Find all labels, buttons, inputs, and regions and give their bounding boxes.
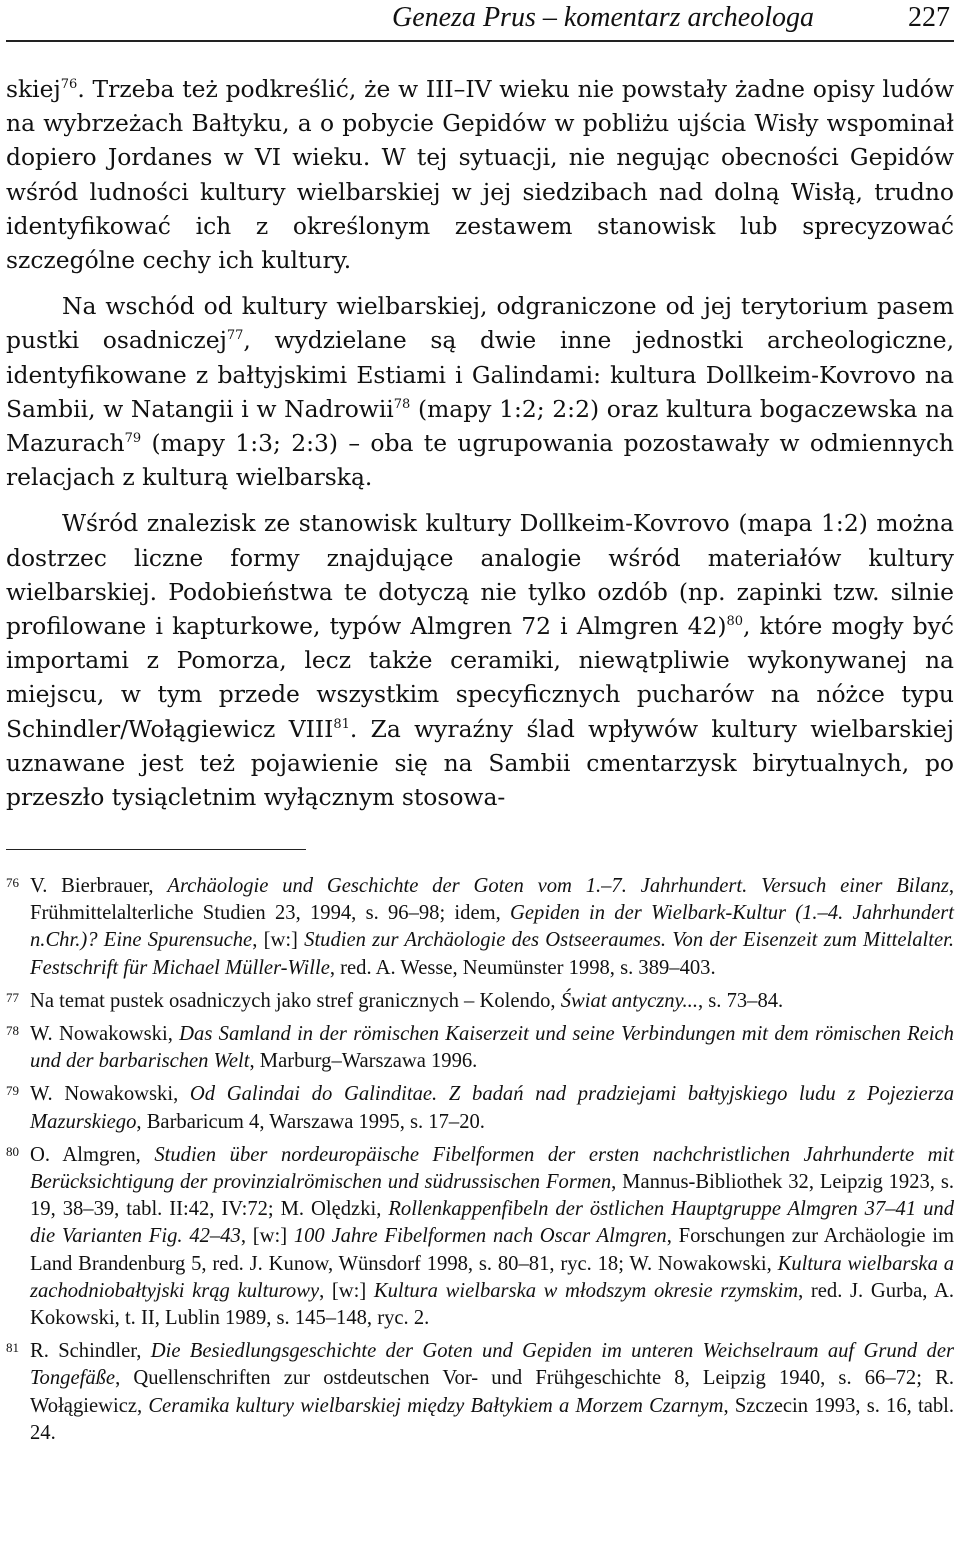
footnote-ref-81[interactable]: 81 — [333, 716, 350, 732]
paragraph-2: Na wschód od kultury wielbarskiej, odgraniczone od jej terytorium pasem pustki osadniczej$^{77}$, wydzielane są dwie inne jednostki archeologiczne, identyfikowane z bałtyjskimi Estiami i Galindami: kultura Dollkeim-Kovrovo na Sambii, w Natangii i w Nadrowii$^{78}$ (mapy 1:2; 2:2) oraz kultura bogaczewska na Mazurach$^{79}$ (mapy 1:3; 2:3) – oba te ugrupowania pozostawały w odmiennych relacjach z kulturą wielbarską. — [6, 292, 954, 492]
footnotes — [6, 873, 954, 1453]
book-page — [6, 0, 954, 1542]
footnote-ref-80[interactable]: 80 — [726, 614, 744, 630]
footnote-78: 78 W. Nowakowski, Das Samland in der römischen Kaiserzeit und seine Verbindungen mit dem römischen Reich und der barbarischen Welt, Marburg–Warszawa 1996. — [6, 1021, 954, 1075]
paragraph-1: skiej$^{76}$. Trzeba też podkreślić, że w III–IV wieku nie powstały żadne opisy ludów na wybrzeżach Bałtyku, a o pobycie Gepidów w pobliżu ujścia Wisły wspominał dopiero Jordanes w VI wieku. W tej sytuacji, nie negując obecności Gepidów wśród ludności kultury wielbarskiej w jej siedzibach nad dolną Wisłą, trudno identyfikować ich z określonym zestawem stanowisk lub sprecyzować szczególne cechy ich kultury. — [6, 75, 954, 275]
footnote-number: 80 — [6, 1143, 19, 1159]
footnote-ref-76[interactable]: 76 — [60, 77, 78, 93]
running-header — [6, 0, 954, 42]
footnote-ref-78[interactable]: 78 — [393, 397, 411, 413]
footnote-76: 76 V. Bierbrauer, Archäologie und Geschichte der Goten vom 1.–7. Jahrhundert. Versuch einer Bilanz, Frühmittelalterliche Studien 23, 1994, s. 96–98; idem, Gepiden in der Wielbark-Kultur (1.–4. Jahrhundert n.Chr.)? Eine Spurensuche, [w:] Studien zur Archäologie des Ostseeraumes. Von der Eisenzeit zum Mittelalter. Festschrift für Michael Müller-Wille, red. A. Wesse, Neumünster 1998, s. 389–403. — [6, 873, 954, 982]
footnote-77: 77 Na temat pustek osadniczych jako stref granicznych – Kolendo, Świat antyczny..., s. 73–84. — [6, 988, 954, 1015]
footnote-80: 80 O. Almgren, Studien über nordeuropäische Fibelformen der ersten nachchristlichen Jahrhunderte mit Berücksichtigung der provinzialrömischen und südrussischen Formen, Mannus-Bibliothek 32, Leipzig 1923, s. 19, 38–39, tabl. II:42, IV:72; M. Olędzki, Rollenkappenfibeln der östlichen Hauptgruppe Almgren 37–41 und die Varianten Fig. 42–43, [w:] 100 Jahre Fibelformen nach Oscar Almgren, Forschungen zur Archäologie im Land Brandenburg 5, red. J. Kunow, Wünsdorf 1998, s. 80–81, ryc. 18; W. Nowakowski, Kultura wielbarska a zachodniobałtyjski krąg kulturowy, [w:] Kultura wielbarska w młodszym okresie rzymskim, red. J. Gurba, A. Kokowski, t. II, Lublin 1989, s. 145–148, ryc. 2. — [6, 1142, 954, 1332]
footnote-number: 76 — [6, 875, 19, 890]
footnote-number: 77 — [6, 989, 19, 1005]
footnote-ref-77[interactable]: 77 — [226, 328, 244, 344]
footnote-number: 78 — [6, 1023, 19, 1039]
running-title: Geneza Prus – komentarz archeologa — [391, 2, 814, 33]
page-number: 227 — [908, 2, 950, 33]
main-text — [6, 72, 954, 826]
footnote-ref-79[interactable]: 79 — [124, 431, 142, 447]
footnote-number: 79 — [6, 1083, 19, 1099]
footnote-separator — [6, 849, 306, 850]
footnote-81: 81 R. Schindler, Die Besiedlungsgeschichte der Goten und Gepiden im unteren Weichselraum auf Grund der Tongefäße, Quellenschriften zur ostdeutschen Vor- und Frühgeschichte 8, Leipzig 1940, s. 66–72; R. Wołągiewicz, Ceramika kultury wielbarskiej między Bałtykiem a Morzem Czarnym, Szczecin 1993, s. 16, tabl. 24. — [6, 1338, 954, 1447]
paragraph-3: Wśród znalezisk ze stanowisk kultury Dollkeim-Kovrovo (mapa 1:2) można dostrzec liczne formy znajdujące analogie wśród materiałów kultury wielbarskiej. Podobieństwa te dotyczą nie tylko ozdób (np. zapinki tzw. silnie profilowane i kapturkowe, typów Almgren 72 i Almgren 42)$^{80}$, które mogły być importami z Pomorza, lecz także ceramiki, niewątpliwie wykonywanej na miejscu, w tym przede wszystkim specyficznych pucharów na nóżce typu Schindler/Wołągiewicz VIII$^{81}$. Za wyraźny ślad wpływów kultury wielbarskiej uznawane jest też pojawienie się na Sambii cmentarzysk birytualnych, po przeszło tysiącletnim wyłącznym stosowa- — [6, 509, 954, 812]
footnote-79: 79 W. Nowakowski, Od Galindai do Galinditae. Z badań nad pradziejami bałtyjskiego ludu z Pojezierza Mazurskiego, Barbaricum 4, Warszawa 1995, s. 17–20. — [6, 1081, 954, 1135]
footnote-number: 81 — [6, 1340, 19, 1356]
